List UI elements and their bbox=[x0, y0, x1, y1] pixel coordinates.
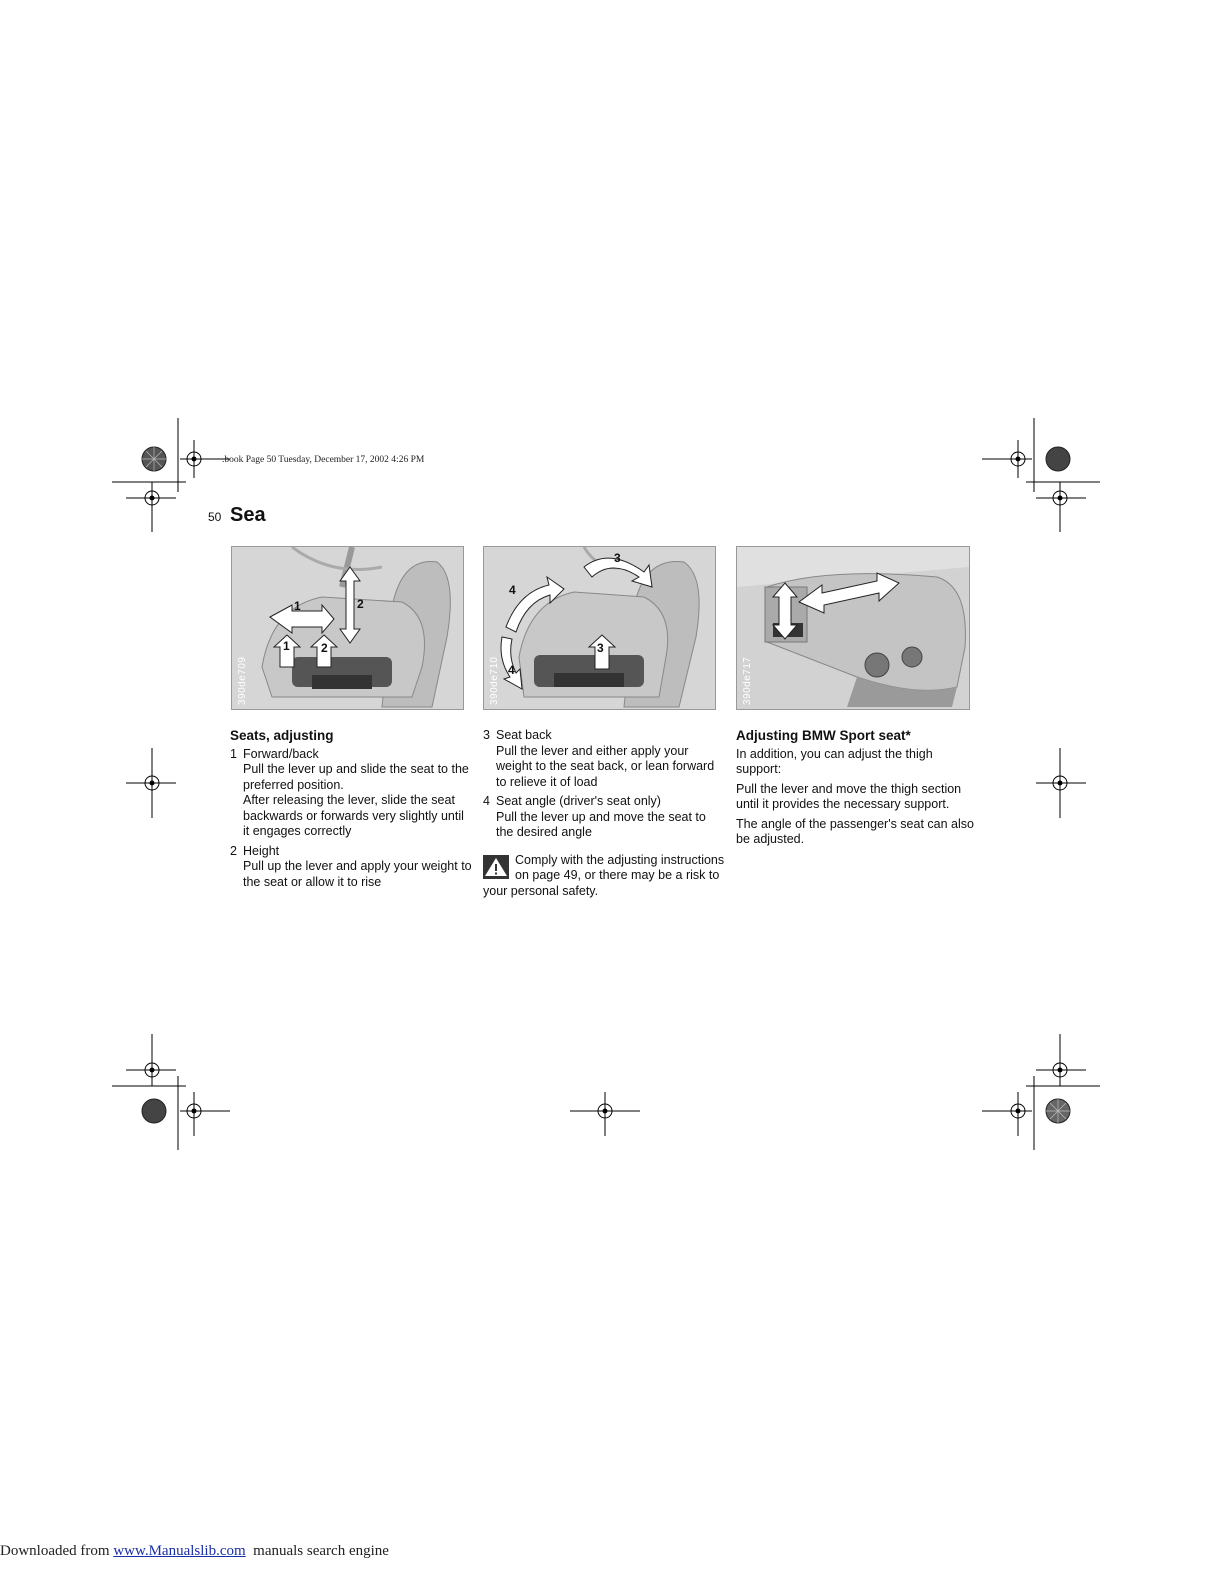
item-title: Seat angle (driver's seat only) bbox=[496, 794, 661, 808]
seat-adjust-figure-2 bbox=[483, 546, 716, 710]
footer-suffix: manuals search engine bbox=[245, 1543, 389, 1559]
seat-illustration-3 bbox=[737, 547, 969, 709]
figure-code: 390de709 bbox=[237, 656, 248, 705]
callout-label: 1 bbox=[294, 599, 301, 613]
safety-warning bbox=[483, 853, 725, 900]
list-item bbox=[230, 844, 472, 891]
sport-seat-column bbox=[736, 728, 978, 852]
paragraph: The angle of the passenger's seat can also be adjusted. bbox=[736, 816, 974, 846]
callout-label: 4 bbox=[508, 663, 515, 677]
item-text: After releasing the lever, slide the seat backwards or forwards very slightly until it engages correctly bbox=[243, 793, 464, 838]
callout-label: 2 bbox=[357, 597, 364, 611]
list-item bbox=[483, 794, 725, 841]
manualslib-link[interactable]: www.Manualslib.com bbox=[113, 1543, 246, 1559]
item-title: Forward/back bbox=[243, 746, 319, 761]
warning-text: Comply with the adjusting instructions on page 49, or there may be a risk to your personal safety. bbox=[483, 852, 725, 898]
item-title: Seat back bbox=[496, 728, 552, 742]
footer-prefix: Downloaded from bbox=[0, 1543, 114, 1559]
page-number: 50 bbox=[208, 510, 222, 524]
item-text: Pull the lever and either apply your weight to the seat back, or lean forward to relieve it of load bbox=[496, 743, 715, 789]
list-item bbox=[230, 747, 472, 840]
callout-label: 3 bbox=[597, 641, 604, 655]
warning-triangle-icon bbox=[483, 855, 509, 879]
seat-adjust-figure-1 bbox=[231, 546, 464, 710]
callout-label: 2 bbox=[321, 641, 328, 655]
item-number: 4 bbox=[483, 794, 490, 808]
seat-back-column bbox=[483, 728, 725, 899]
sport-seat-heading: Adjusting BMW Sport seat* bbox=[736, 728, 911, 743]
list-item bbox=[483, 728, 725, 790]
seats-adjusting-column bbox=[230, 728, 472, 890]
item-text: Pull the lever up and slide the seat to the preferred position. bbox=[243, 762, 469, 792]
item-number: 1 bbox=[230, 746, 237, 761]
item-number: 3 bbox=[483, 728, 490, 742]
section-title: Sea bbox=[230, 504, 266, 526]
callout-label: 3 bbox=[614, 551, 621, 565]
print-info: .book Page 50 Tuesday, December 17, 2002 4:26 PM bbox=[222, 455, 425, 465]
item-text: Pull up the lever and apply your weight to the seat or allow it to rise bbox=[243, 859, 472, 889]
seat-illustration-2 bbox=[484, 547, 715, 709]
seats-adjusting-heading: Seats, adjusting bbox=[230, 728, 334, 743]
figure-code: 390de717 bbox=[742, 656, 753, 705]
item-title: Height bbox=[243, 843, 280, 858]
item-number: 2 bbox=[230, 843, 237, 858]
download-footer bbox=[0, 1543, 389, 1560]
figure-code: 390de710 bbox=[489, 656, 500, 705]
callout-label: 4 bbox=[509, 583, 516, 597]
callout-label: 1 bbox=[283, 639, 290, 653]
paragraph: In addition, you can adjust the thigh support: bbox=[736, 746, 933, 776]
paragraph: Pull the lever and move the thigh section until it provides the necessary support. bbox=[736, 781, 962, 811]
seat-illustration-1 bbox=[232, 547, 463, 709]
sport-seat-figure bbox=[736, 546, 970, 710]
item-text: Pull the lever up and move the seat to the desired angle bbox=[496, 809, 706, 839]
